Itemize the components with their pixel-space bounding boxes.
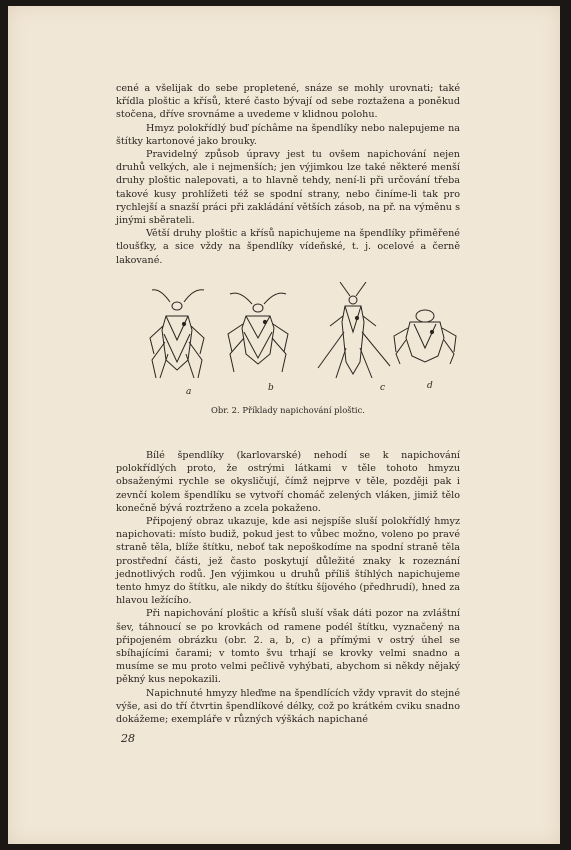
- paragraph: Napichnuté hmyzy hleďme na špendlících vždy vpravit do stejné výše, asi do tří čtvrtin špendlíkové délky, což po krátkém cviku snadno dokážeme; exempláře v různých výškách napichané: [116, 687, 460, 726]
- figure-caption: Obr. 2. Příklady napichování ploštic.: [211, 405, 365, 415]
- text-block-bottom: [116, 449, 460, 726]
- text-block-top: [116, 82, 460, 267]
- paragraph: cené a všelijak do sebe propletené, snáze se mohly urovnati; také křídla ploštic a křísů, které často bývají od sebe roztažena a poněkud stočena, dříve srovnáme a uvedeme v klidnou polohu.: [116, 83, 460, 121]
- page-number: 28: [121, 732, 135, 745]
- figure-label-a: a: [186, 387, 192, 397]
- paragraph: Při napichování ploštic a křísů sluší však dáti pozor na zvláštní šev, táhnoucí se po krovkách od ramene podél štítku, vyznačený na připojeném obrázku (obr. 2. a, b, c) a přímými v ostrý úhel se sbíhajícími čarami; v tomto švu trhají se krovky velmi snadno a musíme se mu proto velmi pečlivě vyhýbati, abychom si někdy nějaký pěkný kus nepokazili.: [116, 608, 460, 686]
- figure-label-c: c: [380, 383, 386, 393]
- bug-illustration-d: [394, 310, 456, 364]
- paragraph: Pravidelný způsob úpravy jest tu ovšem napichování nejen druhů velkých, ale i nejmenších; jen výjimkou lze také některé menší druhy ploštic nalepovati, a to hlavně tehdy, není-li při určování třeba takové kusy prohlížeti též se spodní strany, nebo činíme-li tak pro rychlejší a snazší práci při zakládání větších zásob, na př. na výměnu s jinými sběrateli.: [116, 149, 460, 227]
- paragraph: Bílé špendlíky (karlovarské) nehodí se k napichování polokřídlých proto, že ostrými látkami v těle tohoto hmyzu obsaženými rychle se okysličují, čímž nejprve v těle, později pak i zevnčí kolem špendlíku se vytvoří chomáč zelených vláken, jimiž tělo konečně bývá roztrženo a zcela pokaženo.: [116, 450, 460, 514]
- paragraph: Hmyz polokřídlý buď píchâme na špendlíky nebo nalepujeme na štítky kartonové jako brouky.: [116, 122, 460, 147]
- bug-pinning-figure: [140, 282, 470, 402]
- bug-illustration-c: [318, 282, 390, 378]
- paragraph: Větší druhy ploštic a křísů napichujeme na špendlíky přiměřené tloušťky, a sice vždy na špendlíky vídeňské, t. j. ocelové a černě lakované.: [116, 228, 460, 266]
- figure-label-d: d: [427, 381, 433, 391]
- bug-illustration-a: [150, 290, 204, 378]
- paragraph: Připojený obraz ukazuje, kde asi nejspíše sluší polokřídlý hmyz napichovati: místo budiž, pokud jest to vůbec možno, voleno po pravé straně těla, blíže štítku, neboť tak nepoškodíme na spodní straně těla prostřední části, jež často poskytují důležité znaky k rozeznání jednotlivých rodů. Jen výjimkou u druhů příliš štíhlých napichujeme tento hmyz do štítku, ale nikdy do štítku šíjového (předhrudí), hned za hlavou ležícího.: [116, 516, 460, 607]
- bug-illustration-b: [228, 293, 288, 372]
- figure-label-b: b: [268, 383, 274, 393]
